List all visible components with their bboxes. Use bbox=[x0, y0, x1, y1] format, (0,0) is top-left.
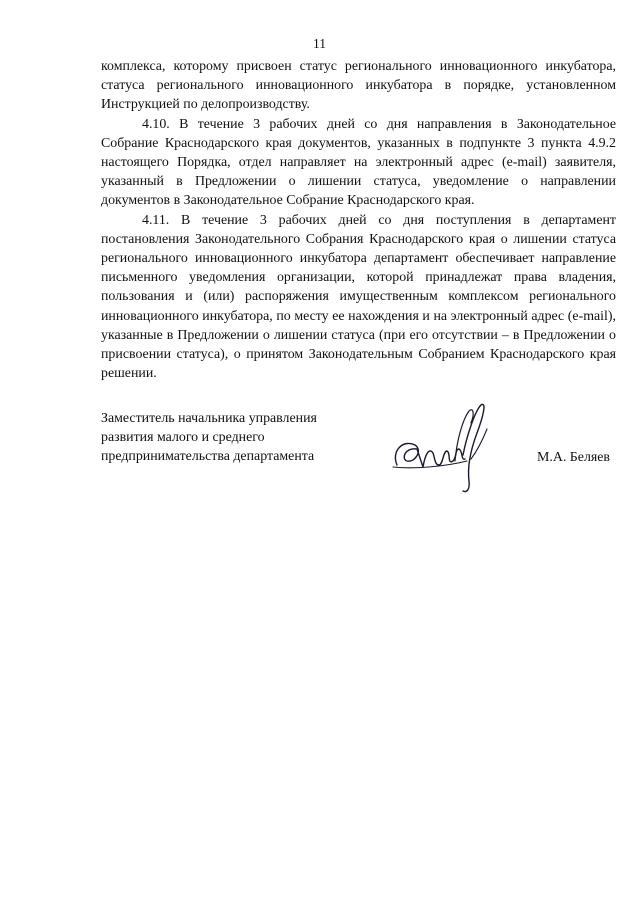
paragraph-4-11: 4.11. В течение 3 рабочих дней со дня поступления в департамент постановления Законодательного Собрания Краснодарского края о лишении статуса регионального инновационного инкубатора департамент обеспечивает направление письменного уведомления организации, которой принадлежат права владения, пользования и (или) распоряжения имущественным комплексом регионального инновационного инкубатора, по месту ее нахождения и на электронный адрес (e-mail), указанные в Предложении о лишении статуса (при его отсутствии – в Предложении о присвоении статуса), о принятом Законодательным Собранием Краснодарского края решении. bbox=[101, 212, 616, 382]
paragraph-continuation: комплекса, которому присвоен статус регионального инновационного инкубатора, статуса регионального инновационного инкубатора в порядке, установленном Инструкцией по делопроизводству. bbox=[101, 59, 616, 113]
handwritten-signature bbox=[383, 395, 503, 495]
document-body bbox=[101, 57, 616, 383]
position-line: предпринимательства департамента bbox=[101, 449, 315, 465]
page-number: 11 bbox=[313, 36, 326, 51]
position-line: Заместитель начальника управления bbox=[101, 411, 317, 426]
signatory-position bbox=[101, 409, 351, 467]
signatory-name: М.А. Беляев bbox=[537, 450, 610, 465]
position-line: развития малого и среднего bbox=[101, 430, 265, 446]
paragraph-4-10: 4.10. В течение 3 рабочих дней со дня направления в Законодательное Собрание Краснодарского края документов, указанных в подпункте 3 пункта 4.9.2 настоящего Порядка, отдел направляет на электронный адрес (e-mail) заявителя, указанный в Предложении о лишении статуса, уведомление о направлении документов в Законодательное Собрание Краснодарского края. bbox=[101, 116, 616, 209]
